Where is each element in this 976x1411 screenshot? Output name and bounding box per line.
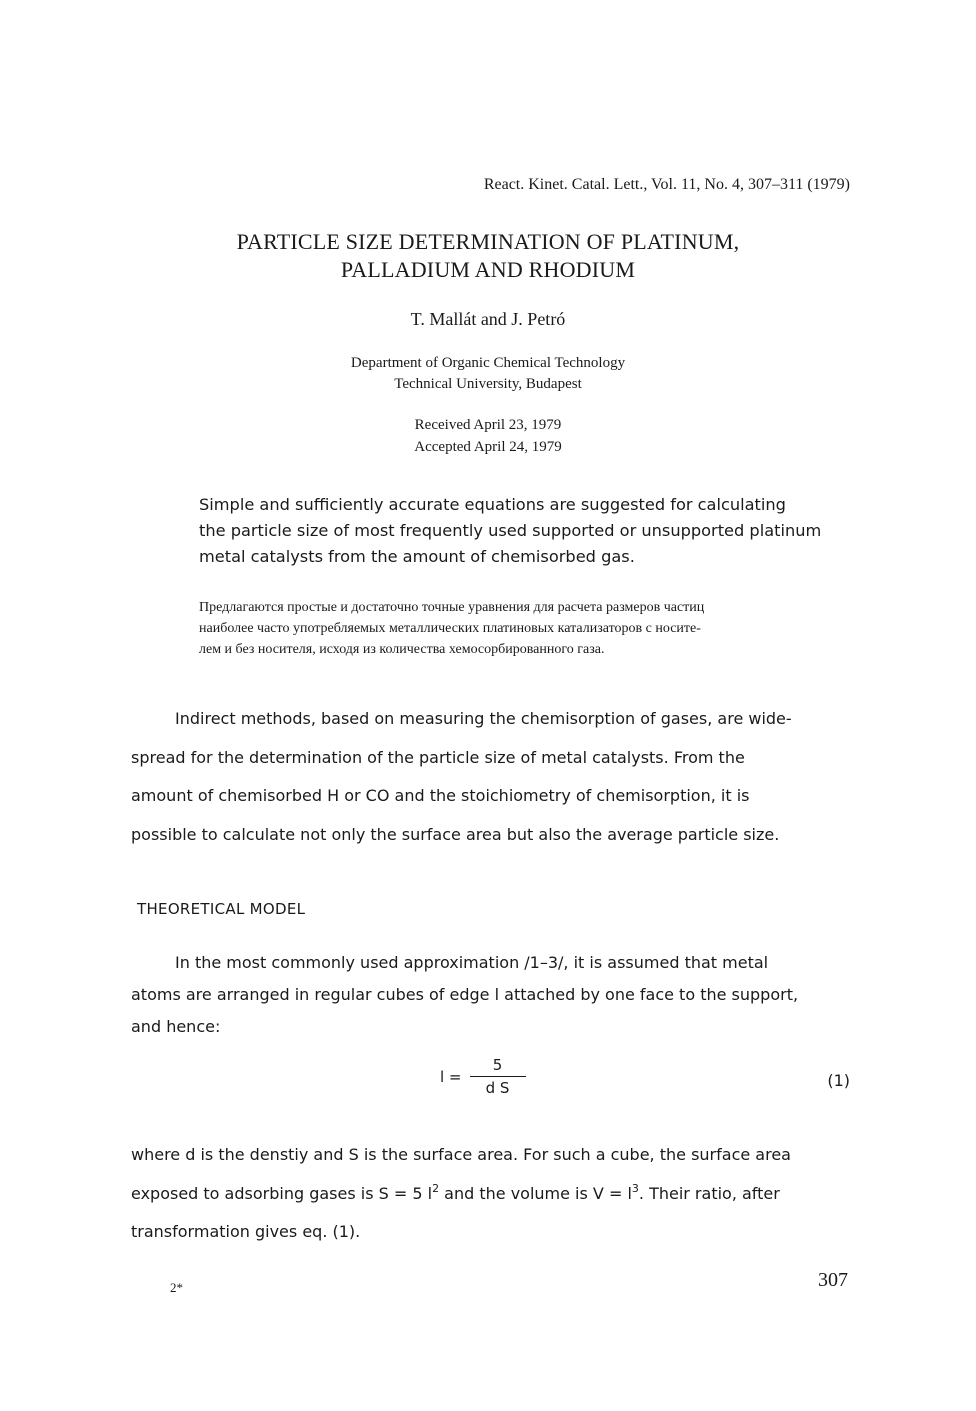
affiliation [0, 353, 976, 395]
abstract-en-line: metal catalysts from the amount of chemisorbed gas. [199, 547, 635, 566]
affiliation-line-1: Department of Organic Chemical Technology [350, 355, 626, 371]
title-line-1: PARTICLE SIZE DETERMINATION OF PLATINUM, [236, 229, 740, 254]
equation-number: (1) [827, 1071, 850, 1090]
title-line-2: PALLADIUM AND RHODIUM [340, 257, 636, 282]
after-eq-text: exposed to adsorbing gases is S = 5 l [131, 1183, 433, 1203]
model-paragraph [131, 947, 851, 1043]
abstract-en-line: Simple and sufficiently accurate equations are suggested for calculating [199, 495, 786, 514]
received-date: Received April 23, 1979 [414, 417, 562, 433]
affiliation-line-2: Technical University, Budapest [394, 376, 582, 392]
intro-line: amount of chemisorbed H or CO and the stoichiometry of chemisorption, it is [131, 786, 750, 805]
dates [0, 414, 976, 458]
abstract-ru-line: наиболее часто употребляемых металлических платиновых катализаторов с носите- [199, 621, 701, 636]
equation-lhs: l = [440, 1067, 462, 1086]
journal-reference: React. Kinet. Catal. Lett., Vol. 11, No. 4, 307–311 (1979) [483, 176, 850, 193]
after-eq-line [131, 1175, 851, 1214]
abstract-ru-line: лем и без носителя, исходя из количества хемосорбированного газа. [199, 642, 605, 657]
abstract-russian [199, 597, 879, 660]
footer-signature-mark: 2* [170, 1280, 183, 1295]
after-eq-line: where d is the denstiy and S is the surface area. For such a cube, the surface area [131, 1145, 791, 1164]
article-title [0, 228, 976, 284]
model-line: In the most commonly used approximation /1–3/, it is assumed that metal [175, 953, 769, 972]
equation-numerator: 5 [470, 1056, 526, 1077]
after-eq-text: and the volume is V = l [439, 1183, 632, 1203]
after-equation-paragraph [131, 1136, 851, 1252]
after-eq-text: . Their ratio, after [638, 1183, 780, 1203]
after-eq-line: transformation gives eq. (1). [131, 1222, 361, 1241]
model-line: and hence: [131, 1017, 221, 1036]
authors: T. Mallát and J. Petró [410, 309, 566, 329]
intro-line: possible to calculate not only the surface area but also the average particle size. [131, 824, 780, 844]
abstract-ru-line: Предлагаются простые и достаточно точные уравнения для расчета размеров частиц [199, 600, 705, 615]
equation-denominator: d S [485, 1079, 510, 1097]
intro-line: Indirect methods, based on measuring the chemisorption of gases, are wide- [175, 709, 792, 728]
intro-line: spread for the determination of the particle size of metal catalysts. From the [131, 747, 745, 767]
superscript: 2 [432, 1181, 440, 1195]
abstract-english [199, 492, 859, 570]
superscript: 3 [631, 1181, 639, 1195]
accepted-date: Accepted April 24, 1979 [414, 439, 562, 455]
page-number: 307 [818, 1269, 848, 1291]
equation-fraction [470, 1056, 526, 1097]
equation-1 [440, 1056, 526, 1097]
section-heading: THEORETICAL MODEL [137, 900, 306, 918]
intro-paragraph [131, 700, 851, 854]
model-line: atoms are arranged in regular cubes of edge l attached by one face to the support, [131, 985, 799, 1004]
abstract-en-line: the particle size of most frequently used supported or unsupported platinum [199, 521, 822, 540]
